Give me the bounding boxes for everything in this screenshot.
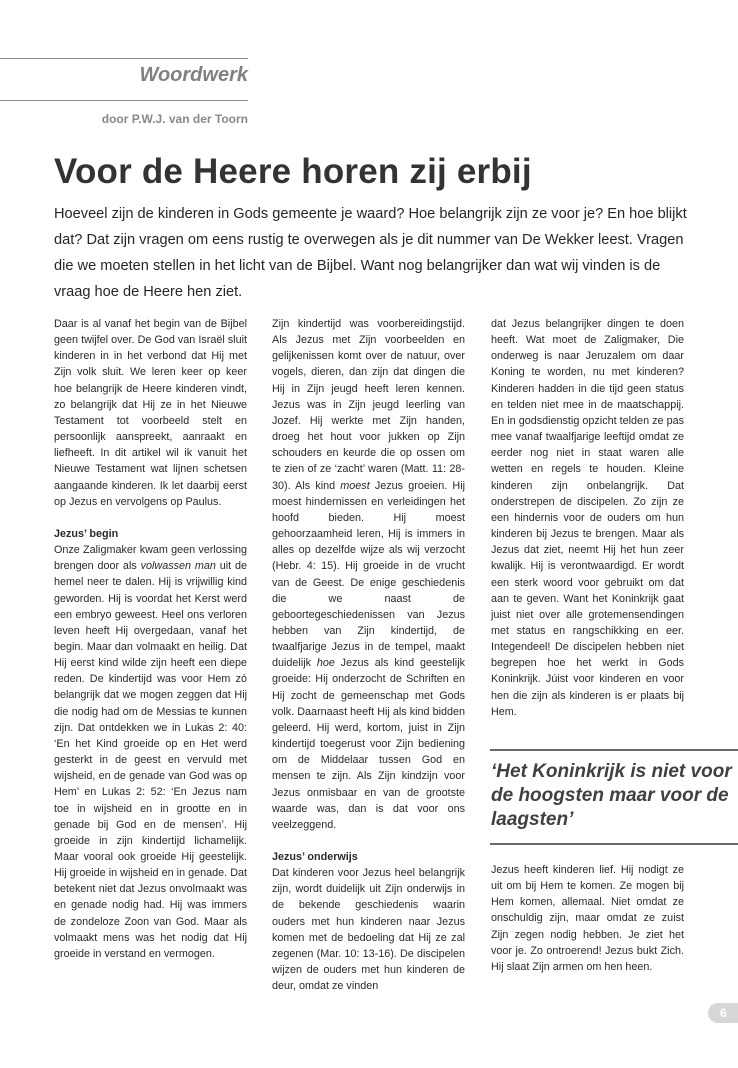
subheading-jezus-begin: Jezus’ begin <box>54 527 119 540</box>
article-column-3-continued <box>491 862 684 975</box>
pull-quote: ‘Het Koninkrijk is niet voor de hoogsten maar voor de laagsten’ <box>491 761 732 830</box>
pullquote-top-rule <box>490 749 738 751</box>
body-paragraph: Onze Zaligmaker kwam geen verlossing brengen door als volwassen man uit de hemel neer te dalen. Hij is vrijwillig kind geworden. Hij is voordat het Kerst werd een embryo geweest. Heel ons verloren leven heeft Hij overgedaan, vanaf het begin. Maar dan volmaakt en heilig. Dat Hij eerst kind wilde zijn heeft een diepe reden. De kindertijd was voor Hem zó belangrijk dat we mogen zeggen dat Hij die nodig had om de Messias te kunnen zijn. Dat ontdekken we in Lukas 2: 40: ‘En het Kind groeide op en Het werd gesterkt in de geest en vervuld met wijsheid, en de genade van God was op Hem’ en Lukas 2: 52: ‘En Jezus nam toe in wijsheid en in grootte en in genade bij God en de mensen’. Hij groeide in zijn kindertijd lichamelijk. Maar vooral ook groeide Hij geestelijk. Hij groeide in wijsheid en in genade. Dat betekent niet dat Jezus onvolmaakt was en genade nodig had. Hij was immers de zondeloze Zoon van God. Maar als volmaakt mens was het nodig dat Hij groeide in verstand en vermogen. <box>54 544 247 960</box>
section-title: Woordwerk <box>139 64 248 86</box>
article-column-2 <box>272 316 465 994</box>
author-byline: door P.W.J. van der Toorn <box>101 112 248 126</box>
emphasis-text: moest <box>340 479 370 492</box>
article-column-3 <box>491 316 684 720</box>
page-number: 6 <box>720 1006 727 1020</box>
emphasis-text: hoe <box>316 657 335 670</box>
article-title: Voor de Heere horen zij erbij <box>54 152 532 191</box>
body-paragraph: Zijn kindertijd was voorbereidingstijd. Als Jezus met Zijn voorbeelden en gelijkenissen komt over de natuur, over vogels, dieren, dan zijn dat dingen die Hij in Zijn jeugd heeft leren kennen. Jezus was in Zijn jeugd leerling van Jozef. Hij werkte met Zijn handen, droeg het hout voor jukken op Zijn schouders en keurde die op ossen om te zien of ze ‘zacht’ waren (Matt. 11: 28-30). Als kind moest Jezus groeien. Hij moest hindernissen en verleidingen het hoofd bieden. Hij moest gehoorzaamheid leren, Hij is immers in alles op dezelfde wijze als wij verzocht (Hebr. 4: 15). Hij groeide in de vrucht van de Geest. De enige geschiedenis die we naast de geboortegeschiedenissen van Jezus hebben van Zijn kindertijd, de twaalfjarige Jezus in de tempel, maakt duidelijk hoe Jezus als kind geestelijk groeide: Hij onderzocht de Schriften en Hij zocht de gemeenschap met Gods volk. Daarnaast heeft Hij als kind bidden geleerd. Hij werd, kortom, juist in Zijn kindertijd toegerust voor Zijn bediening om de Middelaar tussen God en mensen te zijn. Als Zijn kindzijn voor Jezus onmisbaar en van de grootste waarde was, dan is dat voor ons veelzeggend. <box>272 318 465 831</box>
body-paragraph: Daar is al vanaf het begin van de Bijbel geen twijfel over. De God van Israël sluit kinderen in in het verbond dat Hij met Zijn volk sluit. We leren keer op keer hoe belangrijk de Heere kinderen vindt, zo belangrijk dat Hij ze in het Nieuwe Testament tot voorbeeld stelt en persoonlijk aanspreekt, aanraakt en liefheeft. In dit artikel wil ik vanuit het Nieuwe Testament wat lijnen schetsen aangaande kinderen. Ik let daarbij eerst op Jezus en vervolgens op Paulus. <box>54 318 247 508</box>
page-number-tab <box>708 1003 738 1023</box>
header-divider <box>0 100 248 101</box>
pullquote-bottom-rule <box>490 843 738 845</box>
subheading-jezus-onderwijs: Jezus’ onderwijs <box>272 851 358 863</box>
header-top-rule <box>0 58 248 59</box>
article-column-1 <box>54 316 247 962</box>
emphasis-text: volwassen man <box>140 560 216 573</box>
article-intro: Hoeveel zijn de kinderen in Gods gemeente je waard? Hoe belangrijk zijn ze voor je? En hoe blijkt dat? Dat zijn vragen om eens rustig te overwegen als je dit nummer van De Wekker leest. Vragen die we moeten stellen in het licht van de Bijbel. Want nog belangrijker dan wat wij vinden is de vraag hoe de Heere hen ziet. <box>54 206 687 300</box>
body-paragraph: dat Jezus belangrijker dingen te doen heeft. Wat moet de Zaligmaker, Die onderweg is naar Jeruzalem om daar Koning te worden, nu met kinderen? Kinderen hadden in die tijd geen status en telden niet mee in de maatschappij. En in godsdienstig opzicht telden ze pas mee vanaf twaalfjarige leeftijd omdat ze eerder nog niet in staat waren alle wetten en regels te houden. Kleine kinderen zijn onbelangrijk. Dat onderstrepen de discipelen. Zo zijn ze een hindernis voor de ouders om hun kinderen bij Jezus te brengen. Maar als Jezus dat ziet, neemt Hij het hun zeer kwalijk. Hij is verontwaardigd. Er wordt een sterk woord voor gebruikt om dat aan te geven. Want het Koninkrijk gaat juist niet over alle grotemensendingen met status en rangschikking en eer. Integendeel! De discipelen hebben niet begrepen hoe het werkt in Gods Koninkrijk. Júist voor kinderen en voor hen die zijn als kinderen is er plaats bij Hem. <box>491 318 684 718</box>
body-paragraph: Dat kinderen voor Jezus heel belangrijk zijn, wordt duidelijk uit Zijn onderwijs in de bekende geschiedenis waarin ouders met hun kinderen naar Jezus komen met de bedoeling dat Hij ze zal zegenen (Mar. 10: 13-16). De discipelen wijzen de ouders met hun kinderen de deur, omdat ze vinden <box>272 867 465 993</box>
body-paragraph: Jezus heeft kinderen lief. Hij nodigt ze uit om bij Hem te komen. Ze mogen bij Hem komen, allemaal. Niet omdat ze onschuldig zijn, maar omdat ze zuist Zijn zegen nodig hebben. Je ziet het voor je. Zo ontroerend! Jezus bukt Zich. Hij slaat Zijn armen om hen heen. <box>491 864 684 973</box>
